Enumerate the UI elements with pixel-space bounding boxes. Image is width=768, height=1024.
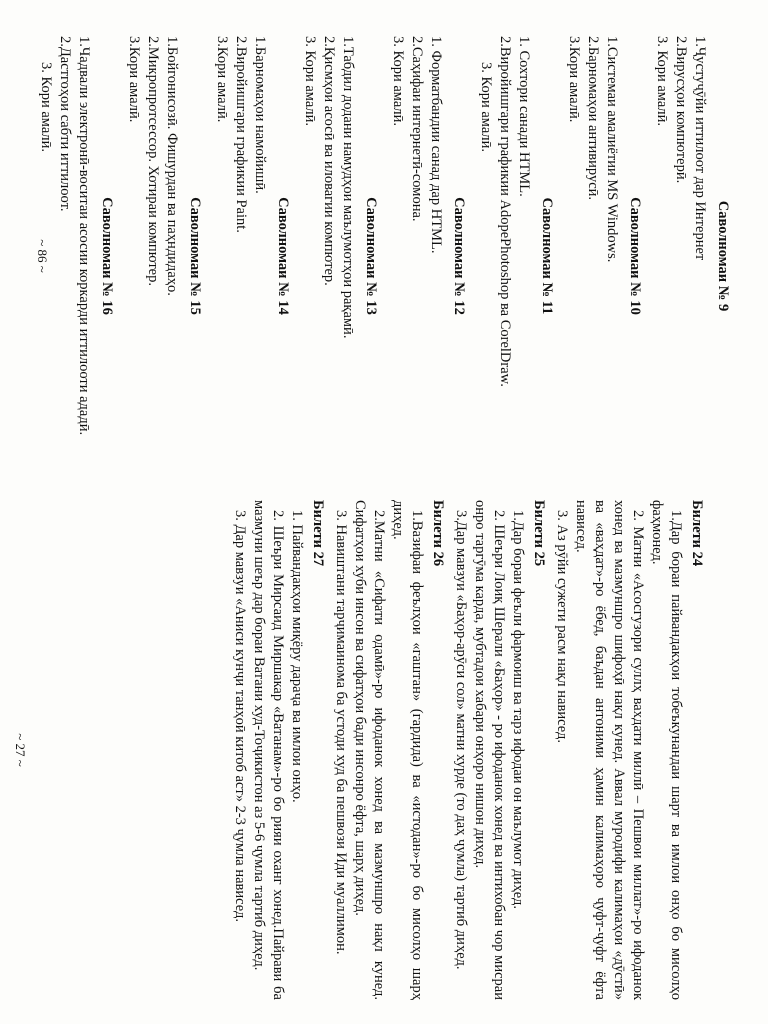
- bilet-title: Билети 26: [430, 500, 446, 567]
- bilet-question: 3. Дар мавзуи «Аниси кунҷи танҳоӣ китоб аст» 2-3 ҷумла нависед.: [232, 510, 248, 923]
- question-line: 3. Кори амалӣ.: [302, 36, 318, 127]
- bilet: [331, 500, 447, 1000]
- bilet-title: Билети 25: [531, 500, 547, 567]
- question-line: 1.Барномаҳои намойишӣ.: [252, 36, 268, 194]
- section-title: Саволномаи № 9: [715, 200, 731, 312]
- section: [212, 36, 292, 476]
- bilet-question: 2. Матни «Асосгузори суллҳ вахдати миллӣ – Пешвои миллат»-ро ифоданок хонед ва мазмуншро шифоҳӣ нақл кунед. Аввал муродифи калимаҳои «дӯстӣ» ва «ваҳдат»-ро ёбед, баъдан антоними ҳамин калимаҳоро ҷуфт-ҷуфт ёфта нависед.: [573, 500, 646, 1000]
- question-line: 3. Кори амалӣ.: [478, 62, 494, 153]
- bilet-title: Билети 24: [689, 500, 705, 567]
- section-title: Саволномаи № 12: [451, 197, 467, 315]
- question-line: 1.Бойгонисозӣ. Фишурдан ва паҳндидаҳо.: [164, 36, 180, 296]
- bilet-question: 2. Шеъри Лоиқ Шерали «Баҳор» - ро ифоданок хонед ва интихобан чор мисраи онро таргӯма карда, мубтадои хабари онҳоро нишон диҳед.: [472, 500, 507, 1000]
- bilet-question: 1. Пайвандакҳои миқёру дараҷа ва имлои онҳо.: [289, 510, 305, 803]
- section: [300, 36, 380, 476]
- section: [652, 36, 732, 476]
- question-sections: [36, 36, 732, 476]
- question-line: 3.Кори амалӣ.: [214, 36, 230, 123]
- question-line: 2.Виройишгари графикии AdopePhotoshop ва CorelDraw.: [497, 36, 513, 387]
- bilet-question: 3.Дар мавзуи «Баҳор-арӯси сол» матни хурде (то даҳ ҷумла) тартиб диҳед.: [453, 510, 469, 970]
- page-number: ~ 27 ~: [13, 733, 28, 767]
- question-line: 2.Виройишгари графикии Paint.: [233, 36, 249, 233]
- bilet-question: 1.Дар бораи пайвандакҳои тобеъкунандаи шарт ва имлои онҳо бо мисолҳо фаҳмонед.: [649, 500, 684, 1000]
- bilet-question: 3. Аз рӯйи сужети расм нақл нависед.: [554, 510, 570, 743]
- page-number: ~ 86 ~: [35, 239, 50, 273]
- question-line: 2.Қисмҳои асосӣ ва иловагии компютер.: [321, 36, 337, 286]
- question-line: 1.Чадвали электронӣ-воситаи асосии коркарди иттилооти ададӣ.: [76, 36, 92, 436]
- question-line: 1.Табдил додани намудҳои маълумотҳои рақамӣ.: [340, 36, 356, 339]
- right-page: [0, 500, 710, 1000]
- section: [476, 36, 556, 476]
- bilet: [230, 500, 327, 1000]
- section-title: Саволномаи № 14: [275, 197, 291, 315]
- question-line: 3. Кори амалӣ.: [654, 36, 670, 127]
- section-title: Саволномаи № 16: [99, 197, 115, 315]
- question-line: 1.Системаи амалиётии MS Windows.: [604, 36, 620, 263]
- section: [124, 36, 204, 476]
- question-line: 3. Кори амалӣ.: [38, 62, 54, 153]
- bilet-question: 1.Дар бораи феъли фармоиш ва тарз ифодаи он маълумот диҳед.: [510, 510, 526, 909]
- question-line: 3. Кори амалӣ.: [390, 36, 406, 127]
- bilet-title: Билети 27: [310, 500, 326, 567]
- question-line: 2.Саҳифаи интернетӣ-сомона.: [409, 36, 425, 222]
- section: [388, 36, 468, 476]
- question-line: 1.Ҷустуҷӯйи иттилоот дар Интернет: [692, 36, 708, 261]
- bilet-question: 3. Навиштани тарҷимаинома ба устоди худ ба пешвози Иди муаллимон.: [333, 510, 349, 955]
- bilet-question: 1.Вазифаи феълҳои «гаштан» (гардида) ва «истодан»-ро бо мисолҳо шарҳ диҳед.: [390, 500, 425, 1000]
- bilet: [552, 500, 706, 1000]
- section-title: Саволномаи № 15: [187, 197, 203, 315]
- question-line: 2.Дастгоҳои сабти иттилоот.: [57, 36, 73, 212]
- question-line: 2.Вирусҳои компютерӣ.: [673, 36, 689, 184]
- question-line: 2.Барномаҳои антивирусӣ.: [585, 36, 601, 201]
- bilet: [451, 500, 548, 1000]
- bilet-question: 2.Матни «Сифати одамӣ»-ро ифоданок хонед ва мазмуншро нақл кунед. Сифатҳои хуби инсон ва сифатҳои бади инсонро ёфта, шарҳ диҳед.: [352, 500, 387, 1000]
- question-line: 1. Сохтори санади HTML.: [516, 36, 532, 197]
- bilet-question: 2. Шеъри Мирсаид Миршакар «Ватанам»-ро бо рияи оханг хонед.Пайрави ба мазмуни шеър дар бораи Ватани худ-Тоҷикистон аз 5-6 ҷумла тартиб диҳед.: [251, 500, 286, 1000]
- section-title: Саволномаи № 11: [539, 197, 555, 315]
- section-title: Саволномаи № 13: [363, 197, 379, 315]
- left-page: [28, 36, 740, 476]
- question-line: 3.Кори амалӣ.: [126, 36, 142, 123]
- question-line: 3.Кори амалӣ.: [566, 36, 582, 123]
- question-line: 2.Микропротсессор. Хотираи компютер.: [145, 36, 161, 286]
- question-line: 1. Форматбандии санад дар HTML.: [428, 36, 444, 254]
- section: [564, 36, 644, 476]
- section-title: Саволномаи № 10: [627, 197, 643, 315]
